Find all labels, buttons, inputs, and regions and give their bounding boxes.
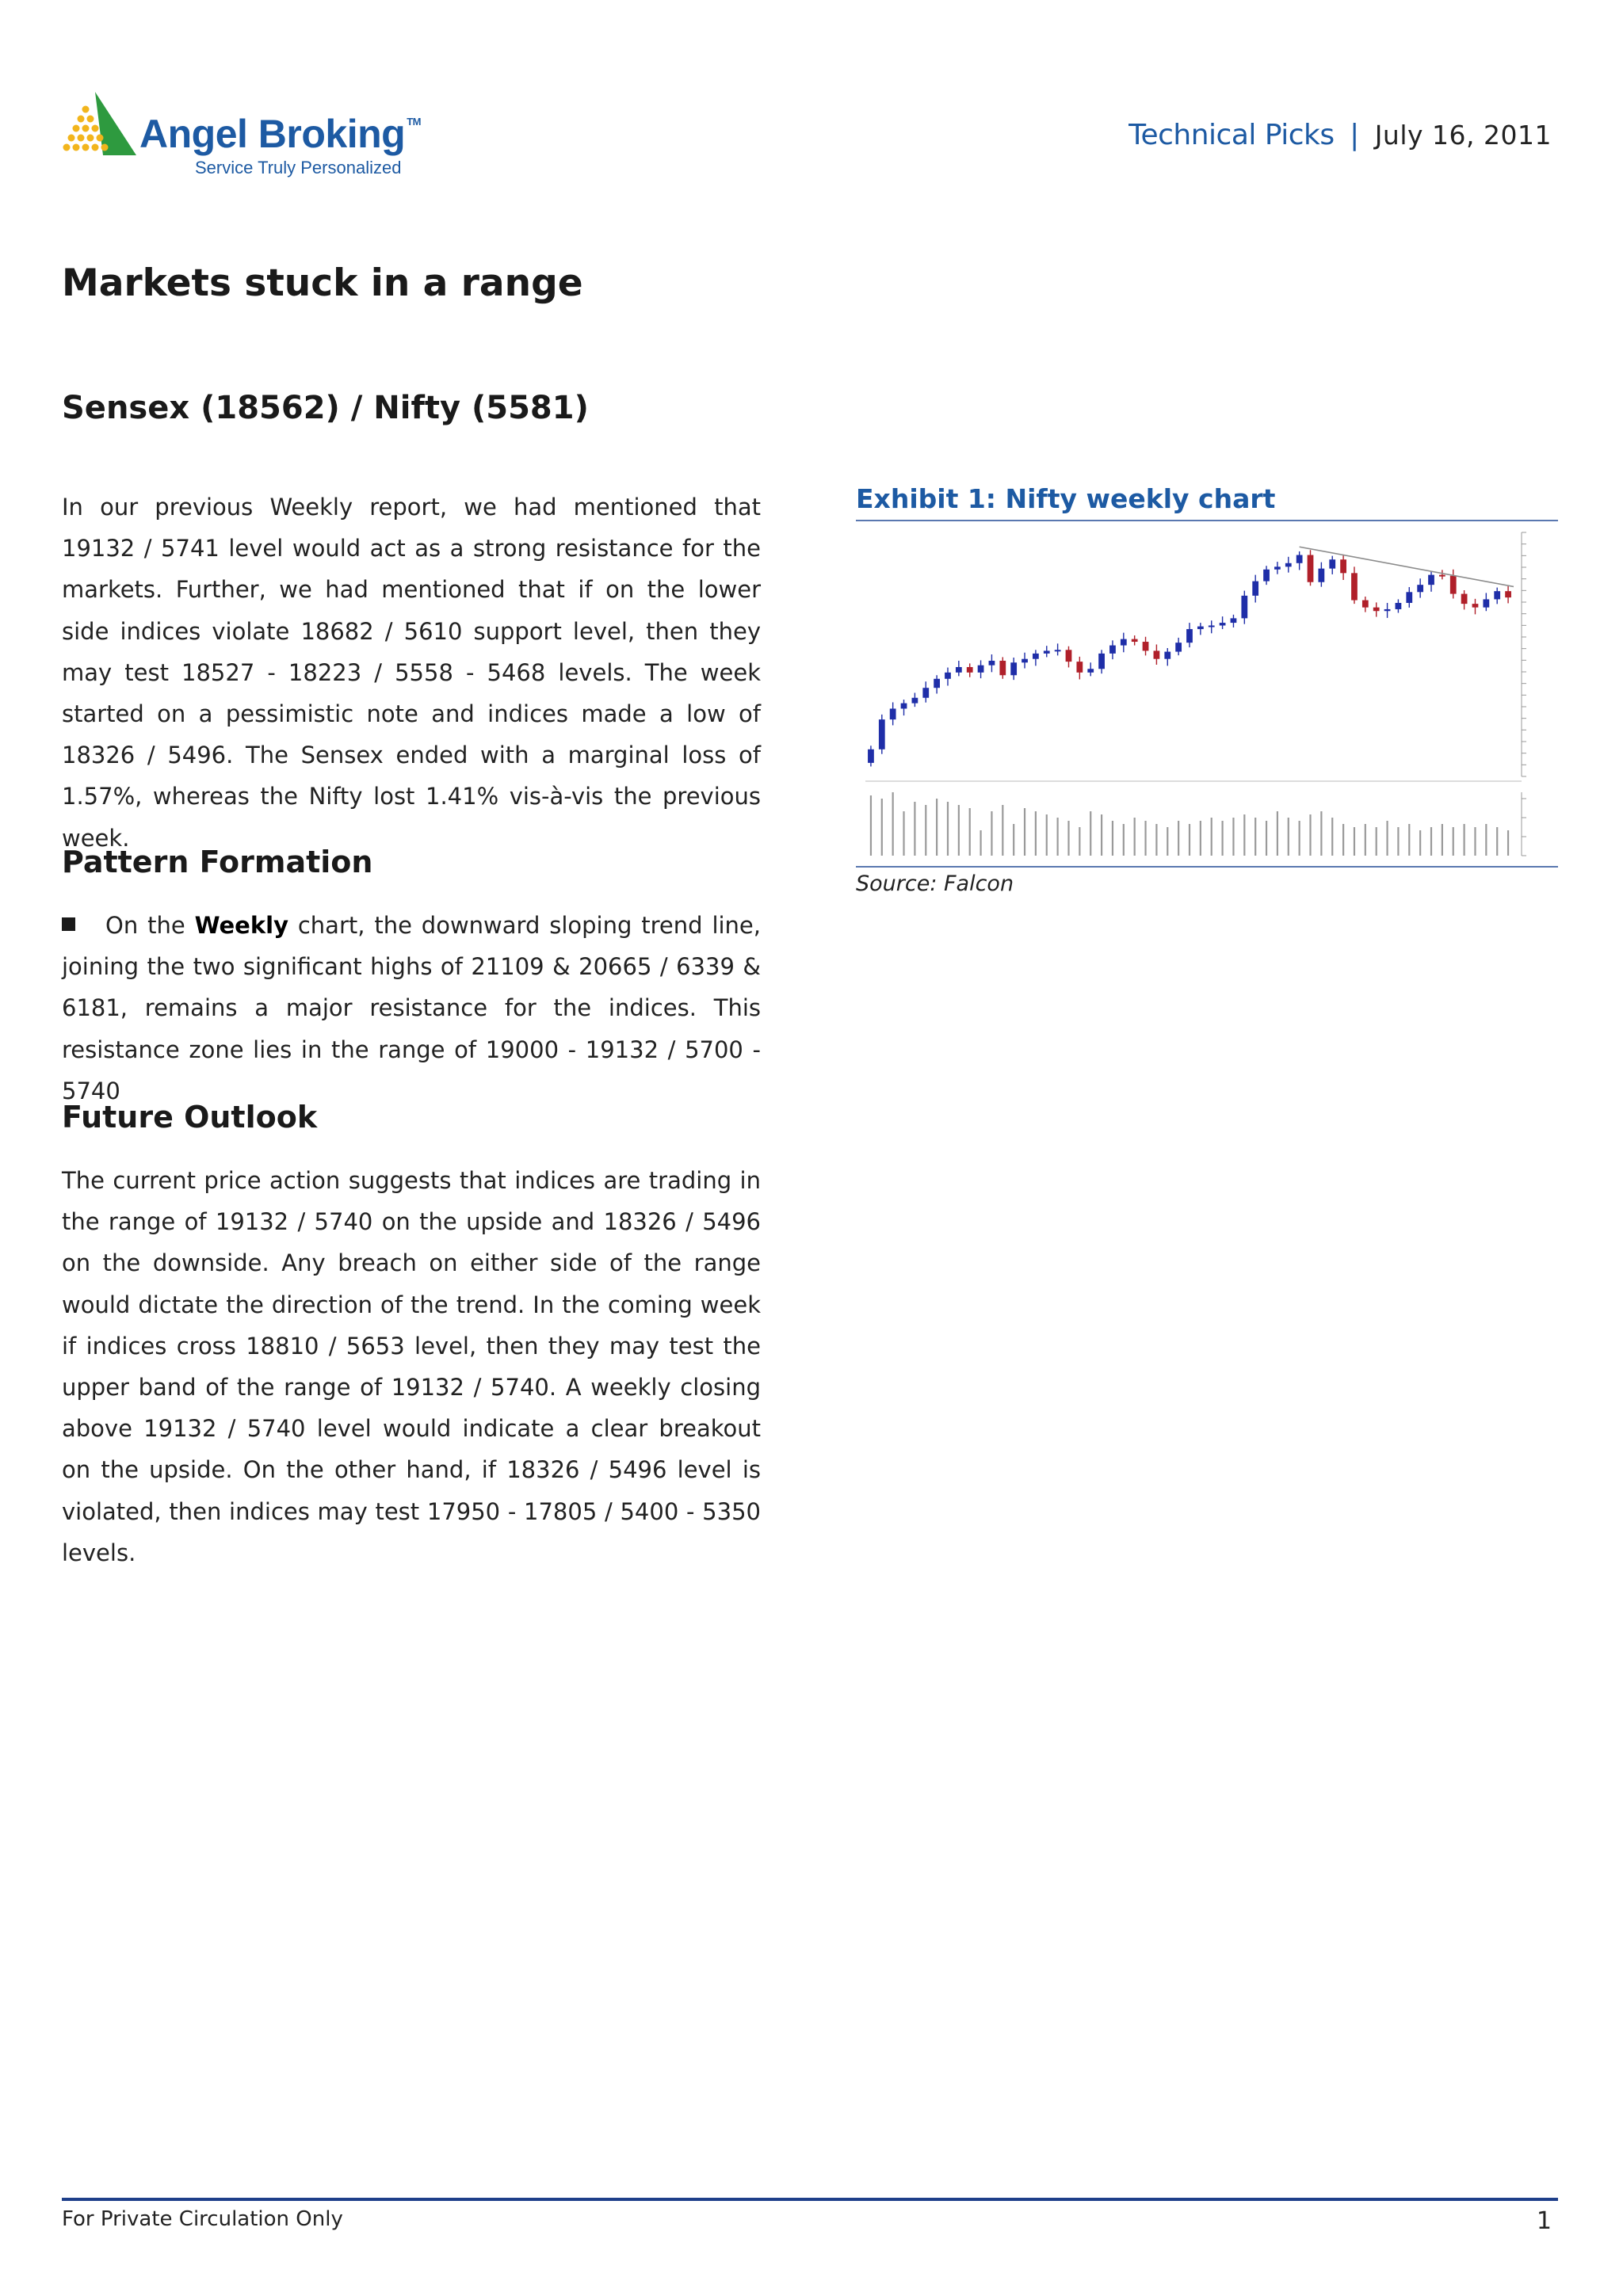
candle-body bbox=[1308, 555, 1314, 582]
candle-body bbox=[1285, 563, 1292, 567]
candle-body bbox=[1010, 662, 1017, 675]
candle-body bbox=[967, 667, 973, 673]
exhibit-title: Exhibit 1: Nifty weekly chart bbox=[856, 483, 1276, 514]
candle-body bbox=[1318, 569, 1324, 582]
candle-body bbox=[1076, 662, 1083, 673]
candle-body bbox=[1351, 573, 1358, 600]
candle-body bbox=[1472, 604, 1479, 608]
candle-body bbox=[1098, 654, 1105, 669]
exhibit-top-rule bbox=[856, 520, 1558, 521]
outlook-paragraph: The current price action suggests that indices are trading in the range of 19132 / 5740 on the upside and 18326 / 5496 on the downside. Any breach on either side of the range would dictate the direction of the trend. In the coming week if indices cross 18810 / 5653 level, then they may test the upper band of the range of 19132 / 5740. A weekly closing above 19132 / 5740 level would indicate a clear breakout on the upside. On the other hand, if 18326 / 5496 level is violated, then indices may test 17950 - 17805 / 5400 - 5350 levels. bbox=[62, 1167, 761, 1566]
candle-body bbox=[1055, 650, 1061, 651]
footer-rule bbox=[62, 2198, 1558, 2201]
candle-body bbox=[1494, 591, 1500, 599]
report-date: July 16, 2011 bbox=[1374, 120, 1552, 151]
candle-body bbox=[1175, 643, 1182, 651]
candle-body bbox=[1164, 652, 1170, 659]
volume-axis bbox=[1522, 792, 1526, 856]
candle-body bbox=[1296, 555, 1303, 563]
candle-body bbox=[1220, 623, 1226, 625]
candle-body bbox=[1252, 582, 1258, 596]
pattern-formation-heading: Pattern Formation bbox=[62, 845, 373, 879]
bullet-square-icon bbox=[62, 917, 75, 931]
chart-source: Source: Falcon bbox=[856, 871, 1014, 896]
bullet-text-post: chart, the downward sloping trend line, joining the two significant highs of 21109 & 20665 / 6339 & 6181, remains a major resistance for the indices. This resistance zone lies in the range of 19000 - 19132 / 5700 - 5740 bbox=[62, 912, 761, 1104]
volume-bars bbox=[871, 792, 1508, 856]
candle-body bbox=[1406, 592, 1412, 603]
candle-body bbox=[890, 708, 896, 719]
bullet-text-pre: On the bbox=[105, 912, 185, 939]
candle-body bbox=[1066, 650, 1072, 662]
page-number: 1 bbox=[1536, 2207, 1552, 2235]
candle-body bbox=[1417, 585, 1423, 592]
candle-body bbox=[1373, 608, 1380, 612]
section-name: Technical Picks bbox=[1128, 119, 1335, 151]
index-subtitle: Sensex (18562) / Nifty (5581) bbox=[62, 390, 589, 426]
candle-body bbox=[1044, 650, 1050, 653]
candle-body bbox=[1450, 576, 1457, 594]
candle-body bbox=[922, 688, 929, 698]
candle-body bbox=[1132, 639, 1138, 642]
candle-body bbox=[1186, 629, 1193, 643]
triangle-logo-icon bbox=[62, 89, 149, 160]
candle-body bbox=[999, 661, 1006, 675]
candle-body bbox=[901, 704, 907, 709]
intro-paragraph: In our previous Weekly report, we had mentioned that 19132 / 5741 level would act as a strong resistance for the markets. Further, we had mentioned that if on the lower side indices violate 18682 / 5610 support level, then they may test 18527 - 18223 / 5558 - 5468 levels. The week started on a pessimistic note and indices made a low of 18326 / 5496. The Sensex ended with a marginal loss of 1.57%, whereas the Nifty lost 1.41% vis-à-vis the previous week. bbox=[62, 494, 761, 852]
footer-note: For Private Circulation Only bbox=[62, 2207, 343, 2231]
candle-body bbox=[1340, 559, 1346, 573]
pattern-bullet bbox=[62, 905, 761, 1112]
candle-body bbox=[912, 698, 918, 704]
candle-body bbox=[1439, 575, 1445, 577]
candle-body bbox=[934, 679, 940, 688]
candle-body bbox=[1241, 596, 1247, 619]
candle-body bbox=[1428, 575, 1434, 585]
candle-body bbox=[956, 667, 962, 673]
candle-body bbox=[1505, 591, 1511, 597]
candle-body bbox=[1461, 594, 1468, 605]
candle-body bbox=[1362, 601, 1369, 608]
header-separator: | bbox=[1350, 119, 1360, 151]
brand-tagline: Service Truly Personalized bbox=[195, 158, 402, 177]
price-axis bbox=[865, 532, 1526, 781]
bullet-text-bold: Weekly bbox=[194, 912, 288, 939]
candle-body bbox=[879, 719, 885, 749]
candle-body bbox=[868, 749, 874, 763]
candle-body bbox=[1121, 639, 1127, 646]
candle-body bbox=[1274, 566, 1281, 569]
candle-body bbox=[1154, 650, 1160, 658]
candle-body bbox=[1143, 642, 1149, 650]
candle-body bbox=[1033, 654, 1039, 659]
candle-body bbox=[1231, 618, 1237, 623]
brand-name: Angel Broking ™ bbox=[139, 112, 421, 156]
candles bbox=[868, 550, 1511, 766]
candle-body bbox=[1022, 659, 1028, 663]
candle-body bbox=[978, 666, 984, 673]
candle-body bbox=[1197, 627, 1204, 629]
nifty-weekly-chart bbox=[856, 523, 1558, 864]
chart-canvas bbox=[856, 523, 1558, 864]
candle-body bbox=[1109, 646, 1116, 654]
future-outlook-heading: Future Outlook bbox=[62, 1100, 318, 1135]
candle-body bbox=[1483, 599, 1489, 607]
page-title: Markets stuck in a range bbox=[62, 261, 583, 305]
candle-body bbox=[1087, 669, 1094, 673]
trademark-mark: TM bbox=[407, 116, 421, 128]
candle-body bbox=[989, 661, 995, 666]
candle-body bbox=[1396, 603, 1402, 609]
candle-body bbox=[1384, 609, 1391, 611]
report-header bbox=[1128, 119, 1552, 151]
candle-body bbox=[1209, 625, 1215, 627]
candle-body bbox=[945, 673, 951, 679]
candle-body bbox=[1329, 559, 1335, 568]
exhibit-bottom-rule bbox=[856, 866, 1558, 868]
candle-body bbox=[1263, 570, 1270, 582]
